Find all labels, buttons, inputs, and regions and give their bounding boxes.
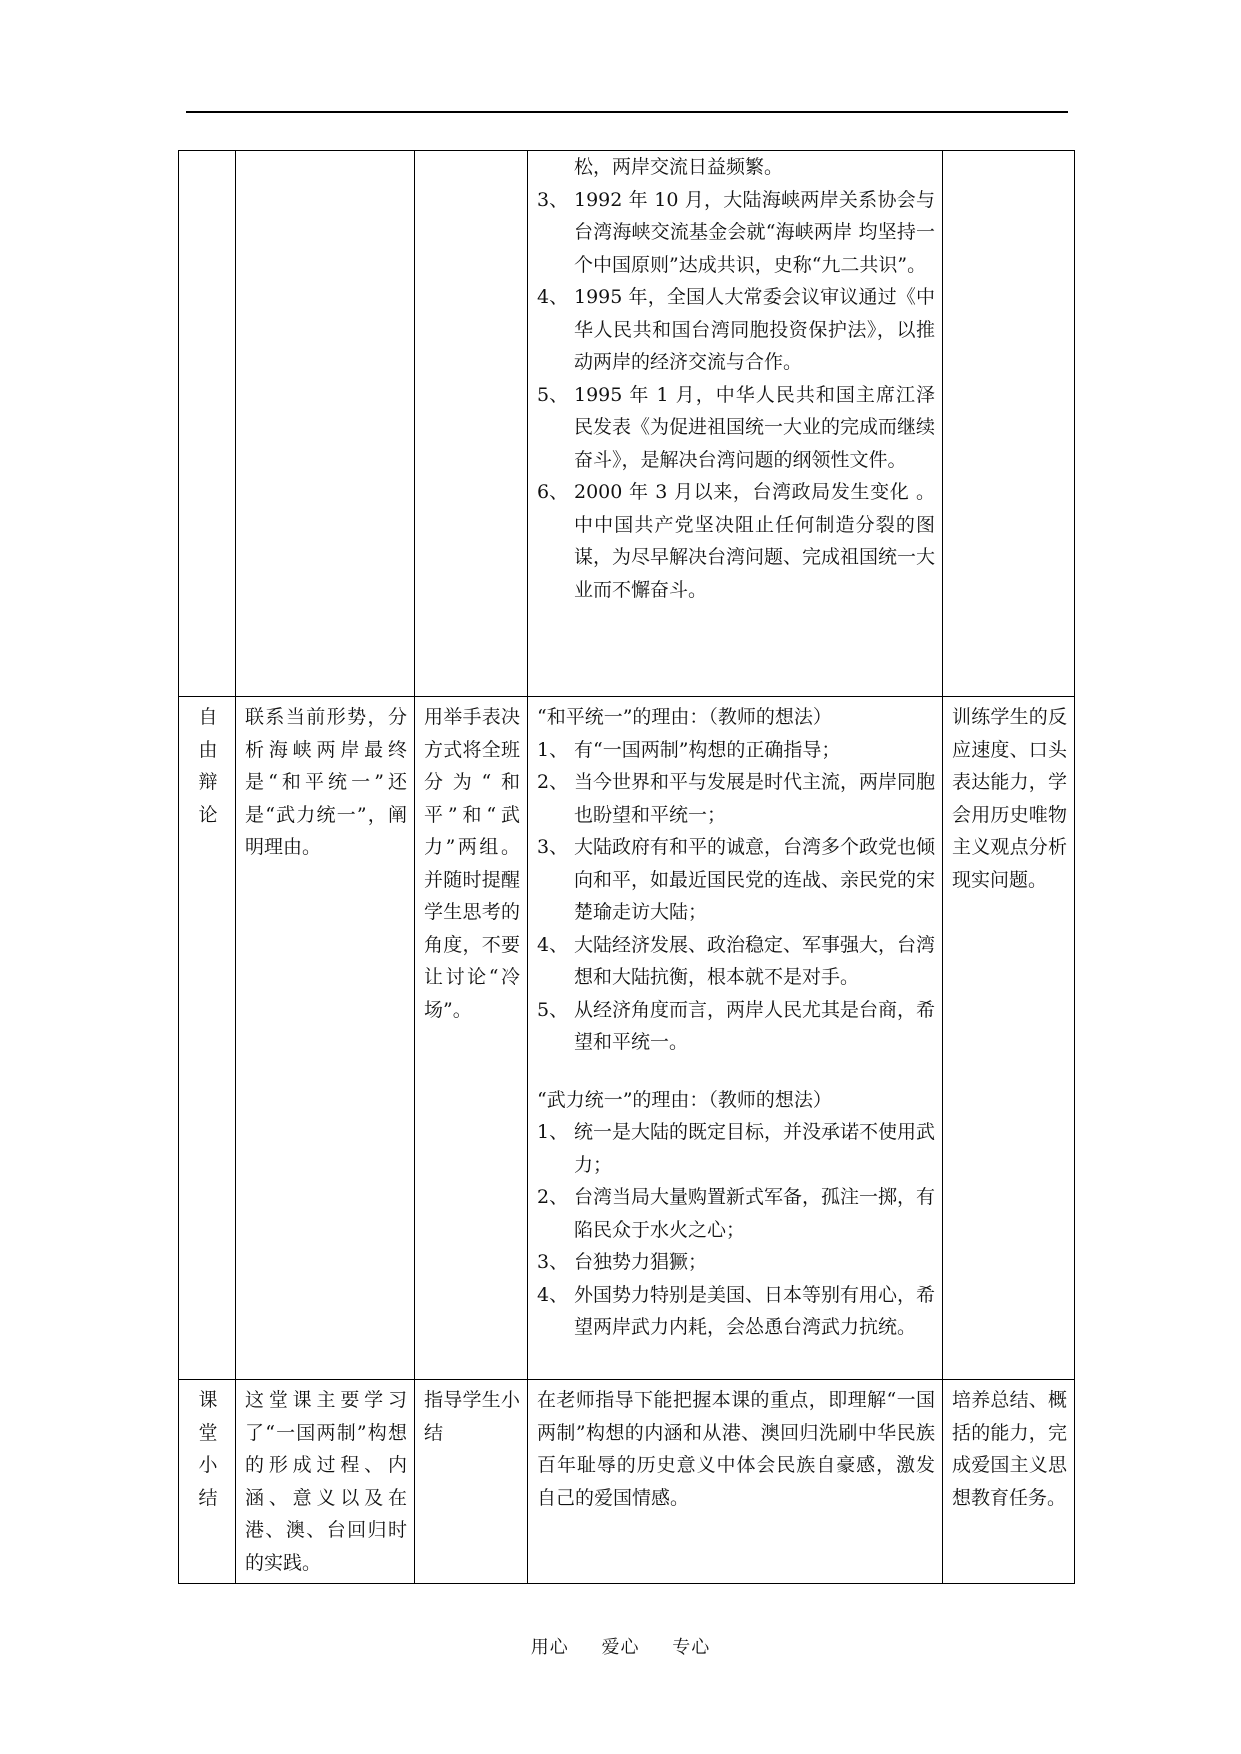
phase-cell — [179, 151, 236, 697]
list-item: 4、 1995 年，全国人大常委会议审议通过《中华人民共和国台湾同胞投资保护法》，以推动两岸的经济交流与合作。 — [537, 286, 935, 373]
student-activity-cell — [528, 151, 943, 697]
force-heading: “武力统一”的理由：（教师的想法） — [537, 1088, 832, 1111]
table-row — [179, 697, 1075, 1380]
list-item: 1、 有“一国两制”构想的正确指导； — [537, 738, 841, 761]
student-activity-cell: 在老师指导下能把握本课的重点，即理解“一国两制”构想的内涵和从港、澳回归洗刷中华民族百年耻辱的历史意义中体会民族自豪感，激发自己的爱国情感。 — [528, 1380, 943, 1584]
list-item: 5、 从经济角度而言，两岸人民尤其是台商，希望和平统一。 — [537, 998, 936, 1053]
footer-word: 爱心 — [601, 1637, 640, 1658]
teacher-activity-cell: 用举手表决方式将全班分为“和平”和“武力”两组。并随时提醒学生思考的角度，不要让讨论“冷场”。 — [415, 697, 528, 1380]
list-item: 5、 1995 年 1 月，中华人民共和国主席江泽民发表《为促进祖国统一大业的完成而继续奋斗》，是解决台湾问题的纲领性文件。 — [537, 383, 936, 471]
list-item: 4、 大陆经济发展、政治稳定、军事强大，台湾想和大陆抗衡，根本就不是对手。 — [537, 933, 936, 988]
list-item: 3、 大陆政府有和平的诚意，台湾多个政党也倾向和平，如最近国民党的连战、亲民党的宋楚瑜走访大陆； — [537, 836, 936, 923]
phase-cell: 自 由 辩 论 — [179, 697, 236, 1380]
list-item: 6、 2000 年 3 月以来，台湾政局发生变化 。中中国共产党坚决阻止任何制造分裂的图谋，为尽早解决台湾问题、完成祖国统一大业而不懈奋斗。 — [537, 481, 936, 601]
content-cell: 联系当前形势，分析海峡两岸最终是“和平统一”还是“武力统一”，阐明理由。 — [236, 697, 415, 1380]
purpose-cell — [943, 151, 1075, 697]
page-footer — [0, 1633, 1241, 1659]
list-item: 2、 台湾当局大量购置新式军备，孤注一掷，有陷民众于水火之心； — [537, 1186, 936, 1241]
teacher-activity-cell — [415, 151, 528, 697]
header-rule — [186, 111, 1068, 113]
content-cell: 这堂课主要学习了“一国两制”构想的形成过程、内涵、意义以及在港、澳、台回归时的实践。 — [236, 1380, 415, 1584]
teacher-activity-cell: 指导学生小结 — [415, 1380, 528, 1584]
footer-word: 专心 — [672, 1637, 711, 1658]
table-row — [179, 151, 1075, 697]
list-item: 3、 台独势力猖獗； — [537, 1251, 708, 1273]
list-item: 2、 当今世界和平与发展是时代主流，两岸同胞也盼望和平统一； — [537, 771, 936, 826]
spacer — [537, 1059, 935, 1084]
purpose-cell: 培养总结、概括的能力，完成爱国主义思想教育任务。 — [943, 1380, 1075, 1584]
footer-word: 用心 — [530, 1637, 569, 1658]
table-row — [179, 1380, 1075, 1584]
purpose-cell: 训练学生的反应速度、口头表达能力，学会用历史唯物主义观点分析现实问题。 — [943, 697, 1075, 1380]
phase-cell: 课 堂 小 结 — [179, 1380, 236, 1584]
list-item: 1、 统一是大陆的既定目标，并没承诺不使用武力； — [537, 1121, 936, 1176]
history-list — [537, 151, 935, 606]
student-activity-cell — [528, 697, 943, 1380]
force-reasons-list — [537, 1116, 935, 1344]
list-item: 松，两岸交流日益频繁。 — [574, 156, 784, 178]
list-item: 4、 外国势力特别是美国、日本等别有用心，希望两岸武力内耗，会怂恿台湾武力抗统。 — [537, 1283, 936, 1338]
content-cell — [236, 151, 415, 697]
list-item: 3、 1992 年 10 月，大陆海峡两岸关系协会与台湾海峡交流基金会就“海峡两岸 均坚持一个中国原则”达成共识，史称“九二共识”。 — [537, 188, 935, 276]
lesson-plan-table — [178, 150, 1075, 1584]
peace-heading: “和平统一”的理由：（教师的想法） — [537, 706, 832, 728]
peace-reasons-list — [537, 734, 935, 1059]
